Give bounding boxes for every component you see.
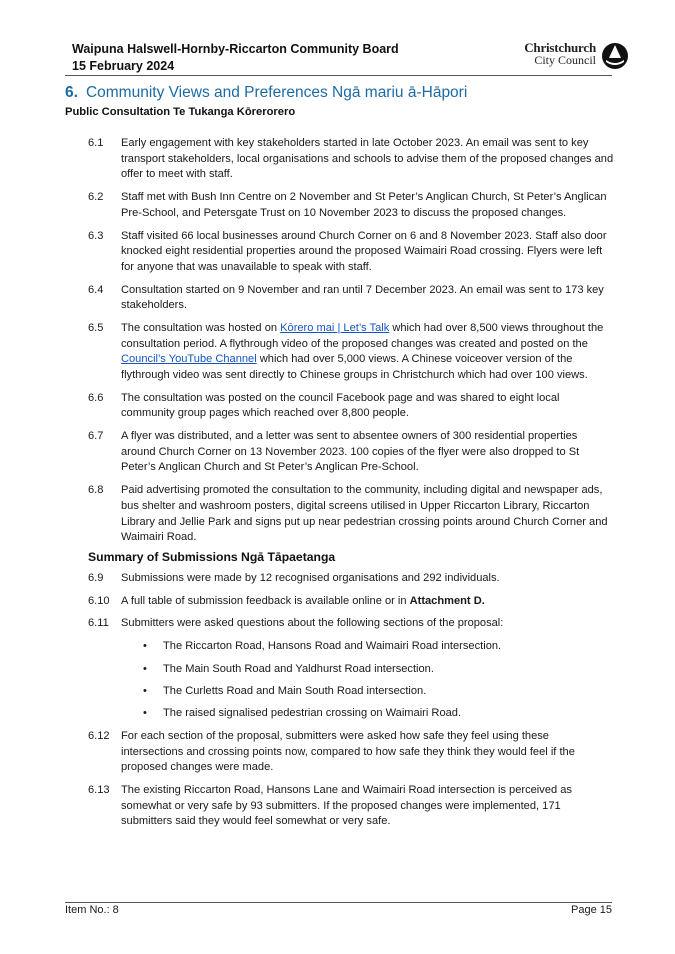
paragraph-number: 6.2 [88,191,104,204]
paragraph-number: 6.9 [88,571,104,584]
paragraph-text: Staff met with Bush Inn Centre on 2 November and St Peter’s Anglican Church, St Peter’s Anglican Pre-School, and Petersgate Trust on 10 November 2023 to discuss the proposed changes. [121,191,607,219]
item-number: Item No.: 8 [65,904,119,916]
ccc-logo-icon [600,41,630,71]
subsection-heading: Public Consultation Te Tukanga Kōrerorero [65,106,296,118]
section-heading [65,84,467,102]
paragraph [88,571,614,587]
logo-line-2: City Council [534,53,596,67]
paragraph-text: Early engagement with key stakeholders started in late October 2023. An email was sent to key transport stakeholders, local organisations and schools to advise them of the proposed changes and offer to meet with staff. [121,137,614,181]
paragraph [88,136,614,183]
paragraph-number: 6.11 [88,617,109,630]
page-header [72,41,632,76]
paragraph-text: Submissions were made by 12 recognised organisations and 292 individuals. [121,571,500,584]
page-number: Page 15 [571,904,612,916]
paragraph-number: 6.7 [88,430,104,443]
footer-rule [65,902,612,903]
logo-line-1: Christchurch [524,40,596,55]
paragraph [88,729,614,776]
youtube-channel-link[interactable]: Council’s YouTube Channel [121,353,257,366]
korero-mai-link[interactable]: Kōrero mai | Let’s Talk [280,322,390,335]
paragraph-number: 6.1 [88,137,104,149]
bullet-item: • The Main South Road and Yaldhurst Road intersection. [88,662,614,678]
paragraph-text: The consultation was hosted on Kōrero mai | Let’s Talk which had over 8,500 views throughout the consultation period. A flythrough video of the proposed changes was created and posted on the Council’s YouTube Channel which had over 5,000 views. A Chinese voiceover version of the flythrough video was sent directly to Chinese groups in Christchurch which had over 100 views. [121,322,604,381]
meeting-date: 15 February 2024 [72,59,175,73]
header-rule [65,75,612,76]
paragraph-text: For each section of the proposal, submitters were asked how safe they feel using these intersections and crossing points now, compared to how safe they think they would feel if the proposed changes were made. [121,730,575,774]
attachment-ref: Attachment D. [409,594,485,607]
bullet-item: • The raised signalised pedestrian crossing on Waimairi Road. [88,706,614,722]
paragraph [88,391,614,422]
board-name: Waipuna Halswell-Hornby-Riccarton Community Board [72,42,399,56]
paragraph-number: 6.12 [88,730,110,743]
paragraph-number: 6.13 [88,784,110,797]
paragraph [88,616,614,632]
bullet-item: • The Riccarton Road, Hansons Road and Waimairi Road intersection. [88,639,614,655]
paragraph-number: 6.4 [88,283,104,296]
section-title: Community Views and Preferences Ngā mariu ā-Hāpori [85,84,468,101]
paragraph-number: 6.8 [88,484,104,497]
paragraph [88,190,614,221]
paragraph-text: The existing Riccarton Road, Hansons Lane and Waimairi Road intersection is perceived as somewhat or very safe by 93 submitters. If the proposed changes were implemented, 171 submitters said they would feel somewhat or very safe. [121,784,572,828]
section-number: 6. [65,84,78,101]
paragraph-number: 6.5 [88,322,104,335]
paragraph-text: Consultation started on 9 November and ran until 7 December 2023. An email was sent to 173 key stakeholders. [121,283,604,312]
paragraph-text: Staff visited 66 local businesses around Church Corner on 6 and 8 November 2023. Staff also door knocked eight residential properties around the proposed Waimairi Road crossing. Flyers were left for anyone that was unavailable to speak with staff. [121,229,607,273]
paragraph [88,321,614,383]
paragraph-text: Submitters were asked questions about the following sections of the proposal: [121,617,504,630]
paragraph-text: A full table of submission feedback is available online or in Attachment D. [121,594,485,607]
bullet-list [88,639,614,722]
paragraph [88,283,614,314]
paragraph-text: The consultation was posted on the council Facebook page and was shared to eight local community group pages which reached over 8,800 people. [121,391,560,420]
paragraph-text: A flyer was distributed, and a letter was sent to absentee owners of 300 residential properties around Church Corner on 13 November 2023. 100 copies of the flyer were also dropped to St Peter’s Anglican Church and St Peter’s Anglican Pre-School. [121,430,580,474]
summary-heading: Summary of Submissions Ngā Tāpaetanga [88,550,336,565]
paragraph [88,429,614,476]
council-logo [500,41,630,71]
paragraph [88,483,614,545]
paragraph [88,229,614,276]
paragraph-text: Paid advertising promoted the consultation to the community, including digital and newspaper ads, bus shelter and washroom posters, digital screens utilised in Upper Riccarton Library, Riccarton Library and Jellie Park and signs put up near pedestrian crossing points around Church Corner and Waimairi Road. [121,484,608,544]
paragraph-number: 6.6 [88,391,104,404]
paragraph-number: 6.10 [88,594,110,607]
paragraph [88,594,614,610]
document-body [88,136,614,837]
paragraph-number: 6.3 [88,229,104,242]
paragraph [88,783,614,830]
bullet-item: • The Curletts Road and Main South Road intersection. [88,684,614,700]
